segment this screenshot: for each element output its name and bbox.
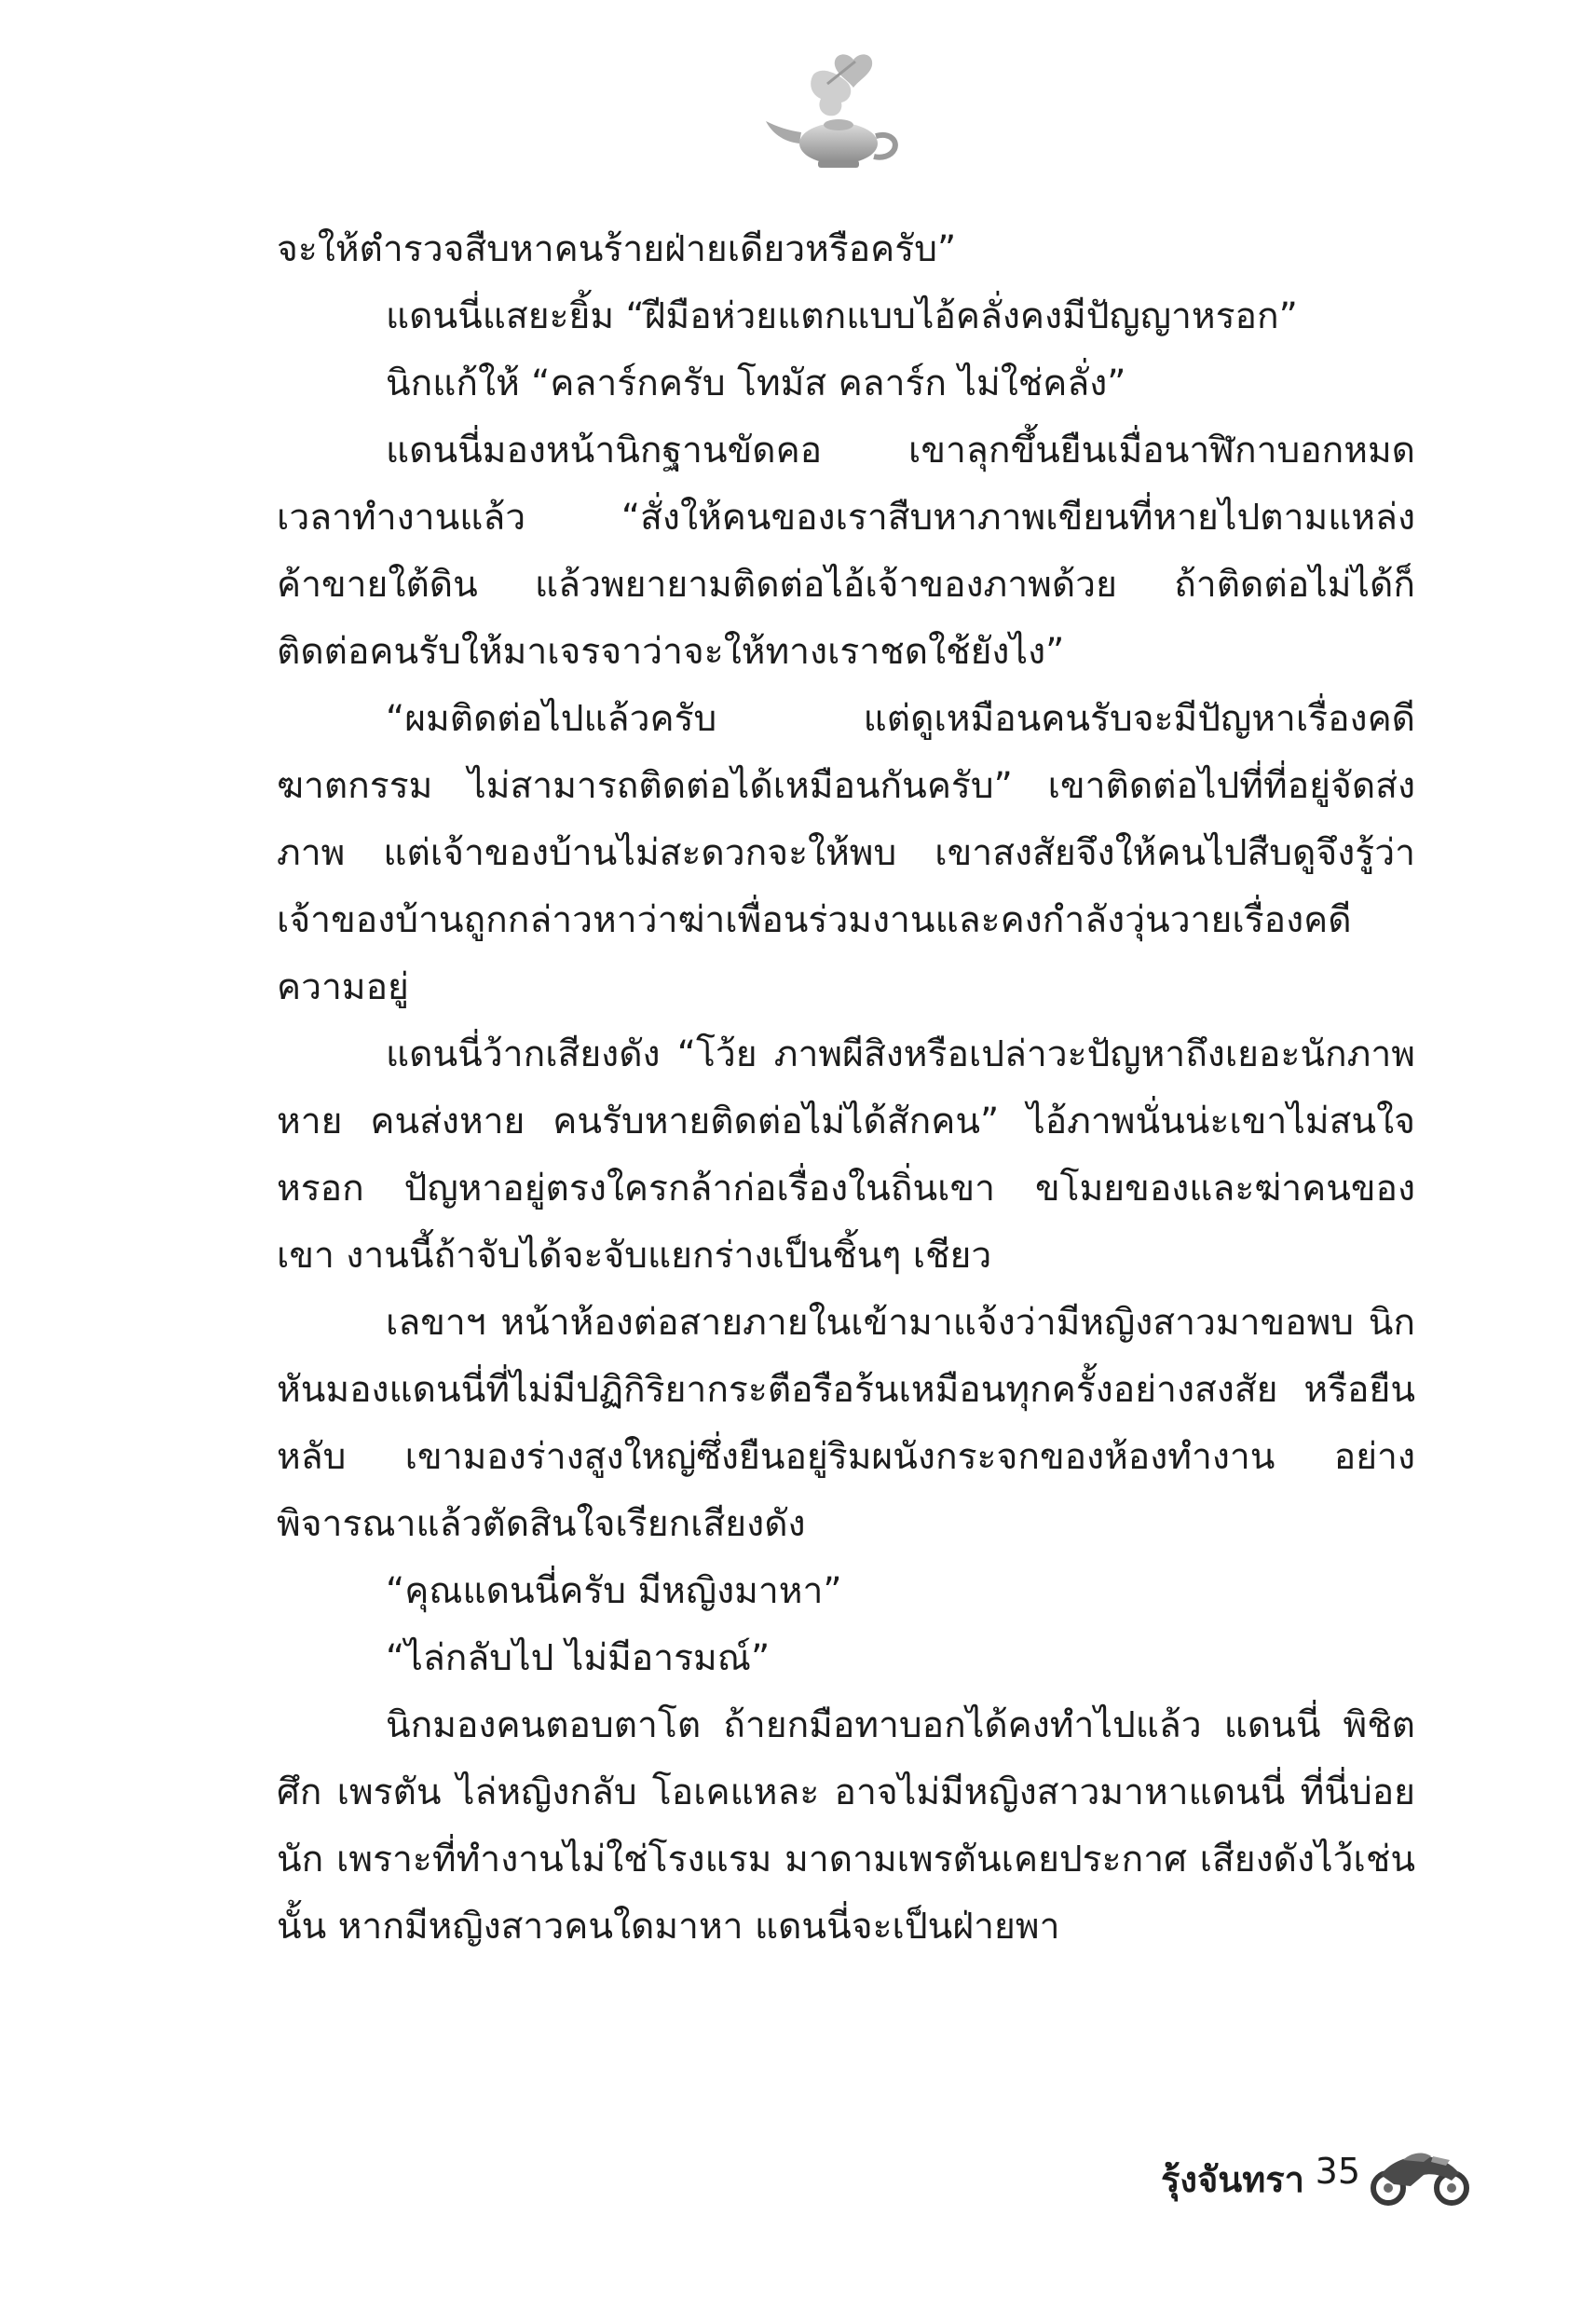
paragraph-9: “ไล่กลับไป ไม่มีอารมณ์” [386, 1637, 771, 1679]
paragraph-1: จะให้ตำรวจสืบหาคนร้ายฝ่ายเดียวหรือครับ” [277, 228, 957, 270]
paragraph-4: แดนนี่มองหน้านิกฐานขัดคอ เขาลุกขึ้นยืนเมื่อนาฬิกาบอกหมดเวลาทำงานแล้ว “สั่งให้คนของเราสืบหาภาพเขียนที่หายไปตามแหล่งค้าขายใต้ดิน แล้วพยายามติดต่อไอ้เจ้าของภาพด้วย ถ้าติดต่อไม่ได้ก็ติดต่อคนรับให้มาเจรจาว่าจะให้ทางเราชดใช้ยังไง” [277, 430, 1415, 673]
book-title: รุ้งจันทรา [1160, 2159, 1304, 2200]
paragraph-3: นิกแก้ให้ “คลาร์กครับ โทมัส คลาร์ก ไม่ใช่คลั่ง” [386, 362, 1126, 404]
page-footer [1118, 2134, 1491, 2218]
body-text [277, 216, 1415, 1961]
paragraph-8: “คุณแดนนี่ครับ มีหญิงมาหา” [386, 1570, 842, 1612]
paragraph-10: นิกมองคนตอบตาโต ถ้ายกมือทาบอกได้คงทำไปแล้ว แดนนี่ พิชิตศึก เพรตัน ไล่หญิงกลับ โอเคแหละ อาจไม่มีหญิงสาวมาหาแดนนี่ ที่นี่บ่อยนัก เพราะที่ทำงานไม่ใช่โรงแรม มาดามเพรตันเคยประกาศ เสียงดังไว้เช่นนั้น หากมีหญิงสาวคนใดมาหา แดนนี่จะเป็นฝ่ายพา [277, 1704, 1415, 1948]
teapot-lamp-ornament-icon [762, 47, 911, 177]
page-number: 35 [1315, 2151, 1360, 2192]
paragraph-2: แดนนี่แสยะยิ้ม “ฝีมือห่วยแตกแบบไอ้คลั่งคงมีปัญญาหรอก” [386, 295, 1298, 337]
paragraph-7: เลขาฯ หน้าห้องต่อสายภายในเข้ามาแจ้งว่ามีหญิงสาวมาขอพบ นิกหันมองแดนนี่ที่ไม่มีปฏิกิริยากระตือรือร้นเหมือนทุกครั้งอย่างสงสัย หรือยืนหลับ เขามองร่างสูงใหญ่ซึ่งยืนอยู่ริมผนังกระจกของห้องทำงาน อย่างพิจารณาแล้วตัดสินใจเรียกเสียงดัง [277, 1302, 1415, 1545]
paragraph-6: แดนนี่ว้ากเสียงดัง “โว้ย ภาพผีสิงหรือเปล่าวะปัญหาถึงเยอะนักภาพหาย คนส่งหาย คนรับหายติดต่อไม่ได้สักคน” ไอ้ภาพนั่นน่ะเขาไม่สนใจหรอก ปัญหาอยู่ตรงใครกล้าก่อเรื่องในถิ่นเขา ขโมยของและฆ่าคนของเขา งานนี้ถ้าจับได้จะจับแยกร่างเป็นชิ้นๆ เชียว [277, 1033, 1415, 1277]
paragraph-5: “ผมติดต่อไปแล้วครับ แต่ดูเหมือนคนรับจะมีปัญหาเรื่องคดีฆาตกรรม ไม่สามารถติดต่อได้เหมือนกันครับ” เขาติดต่อไปที่ที่อยู่จัดส่งภาพ แต่เจ้าของบ้านไม่สะดวกจะให้พบ เขาสงสัยจึงให้คนไปสืบดูจึงรู้ว่าเจ้าของบ้านถูกกล่าวหาว่าฆ่าเพื่อนร่วมงานและคงกำลังวุ่นวายเรื่องคดีความอยู่ [277, 698, 1415, 1008]
motorcycle-icon [1368, 2141, 1472, 2208]
